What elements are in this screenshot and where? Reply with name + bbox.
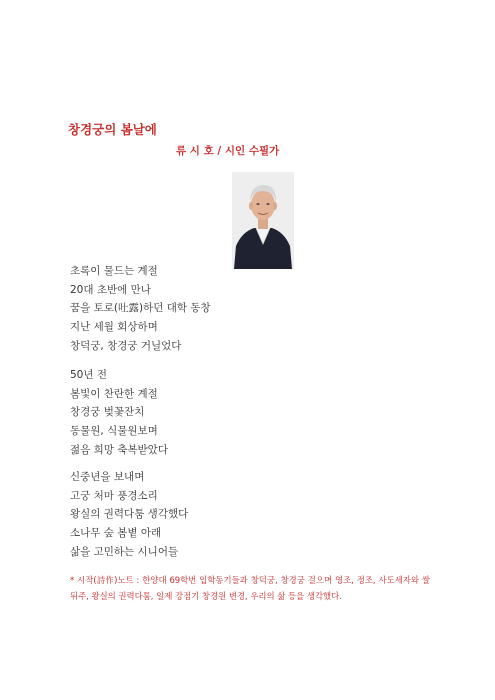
poem-line: 젊음 희망 축복받았다 <box>70 443 168 456</box>
poem-author-byline: 류 시 호 / 시인 수필가 <box>176 145 280 157</box>
poem-line: 초록이 물드는 계절 <box>70 265 158 277</box>
poem-line: 동물원, 식물원보며 <box>70 425 158 438</box>
poem-line: 삶을 고민하는 시니어들 <box>70 545 179 558</box>
poem-line: 봄빛이 찬란한 계절 <box>70 387 158 400</box>
poem-line: 지난 세월 회상하며 <box>70 321 158 334</box>
poem-line: 창덕궁, 창경궁 거닐었다 <box>70 339 182 352</box>
poem-line: 왕실의 권력다툼 생각했다 <box>70 508 189 521</box>
poem-stanza-2 <box>70 366 168 459</box>
poem-line: 고궁 처마 풍경소리 <box>70 489 158 502</box>
poem-line: 창경궁 벚꽃잔치 <box>70 406 145 419</box>
poem-line: 소나무 숲 봄볕 아래 <box>70 527 162 540</box>
poem-line: 50년 전 <box>70 369 107 381</box>
poem-title: 창경궁의 봄날에 <box>68 122 157 137</box>
poem-line: 신중년을 보내며 <box>70 471 145 483</box>
poem-stanza-3 <box>70 468 188 561</box>
author-photo <box>232 172 294 269</box>
writing-note: * 시작(詩作)노트 : 한양대 69학번 입학동기들과 창덕궁, 창경궁 걸으며 영조, 정조, 사도세자와 쌀 뒤주, 왕실의 권력다툼, 일제 강점기 창경원 변경, 우리의 삶 등을 생각했다. <box>70 575 430 601</box>
poem-line: 20대 초반에 만나 <box>70 283 151 296</box>
poem-stanza-1 <box>70 262 211 355</box>
poem-line: 꿈을 토로(吐露)하던 대학 동창 <box>70 302 211 315</box>
